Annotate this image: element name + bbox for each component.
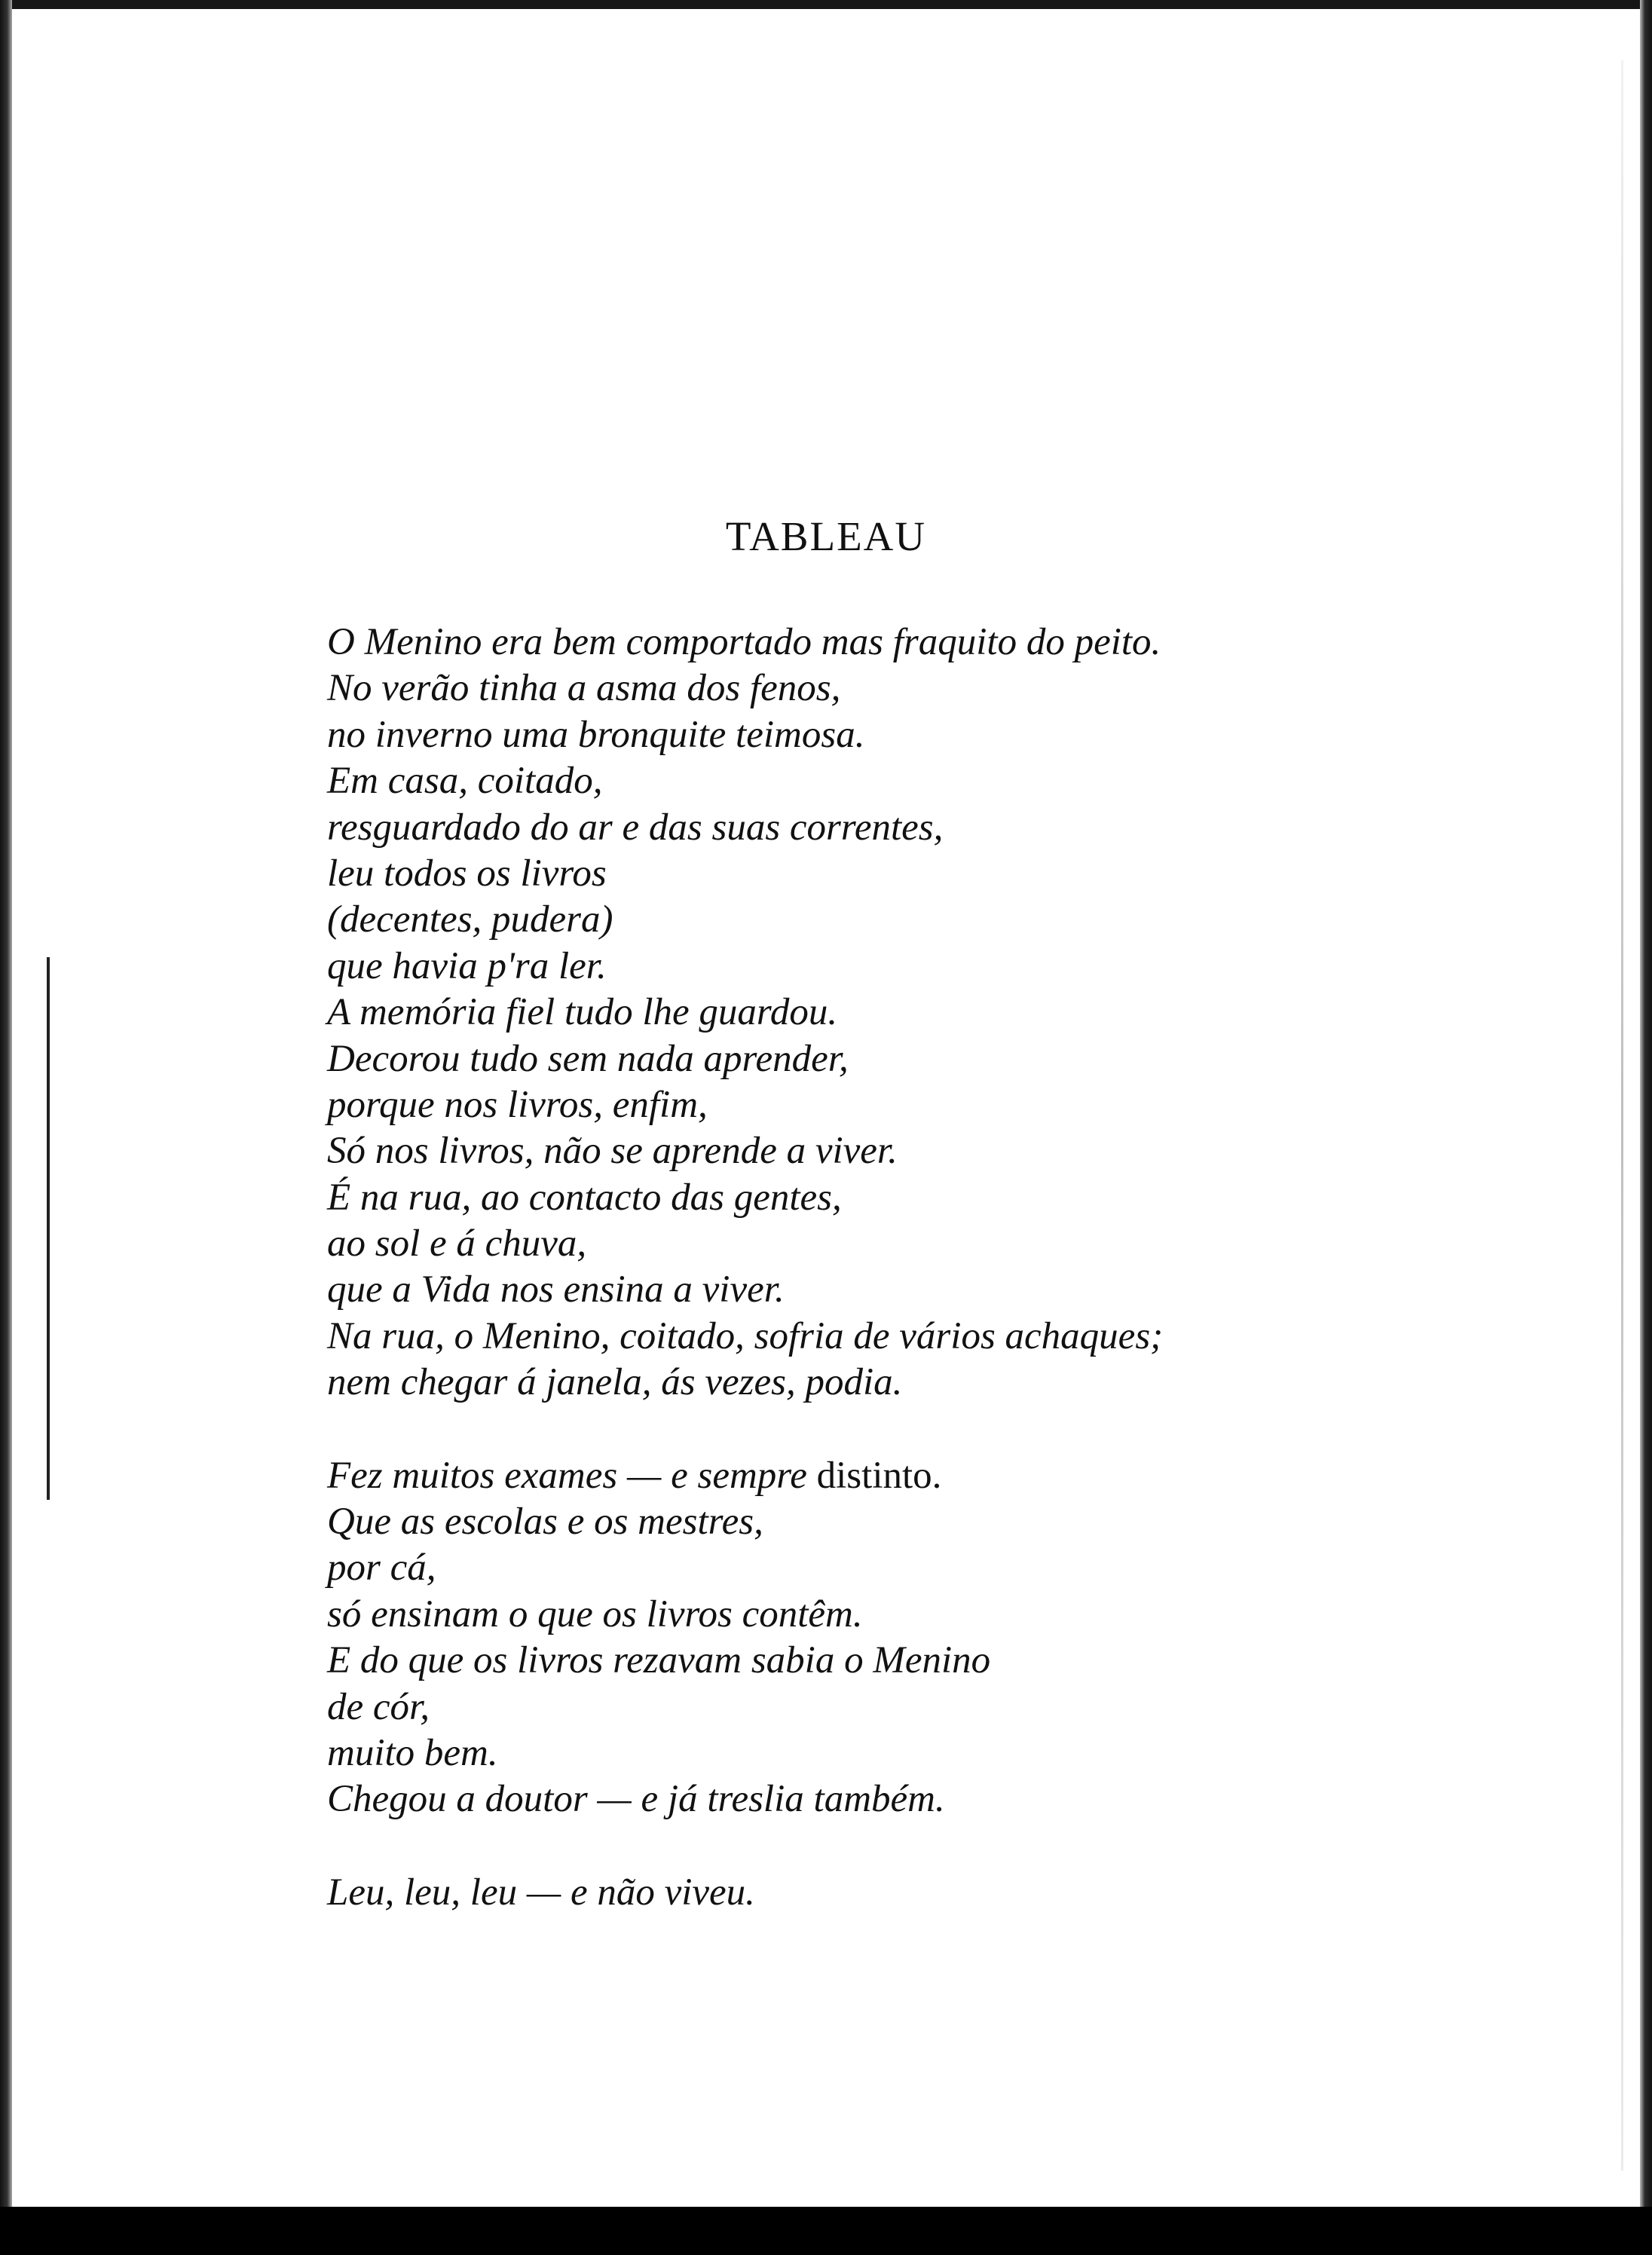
page-title: TABLEAU: [725, 513, 927, 559]
poem-line: É na rua, ao contacto das gentes,: [327, 1176, 842, 1219]
poem-line: que a Vida nos ensina a viver.: [327, 1268, 785, 1311]
poem-line: ao sol e á chuva,: [327, 1222, 587, 1265]
poem-line: Chegou a doutor — e já treslia também.: [327, 1778, 945, 1821]
poem-line: O Menino era bem comportado mas fraquito do peito.: [327, 621, 1161, 663]
stanza-2: [327, 1453, 1638, 1823]
stanza-3: [327, 1870, 1638, 1916]
poem-line: nem chegar á janela, ás vezes, podia.: [327, 1361, 903, 1404]
stanza-1: [327, 620, 1638, 1406]
poem-line: no inverno uma bronquite teimosa.: [327, 713, 865, 756]
poem-line-italic-part: Fez muitos exames — e sempre: [327, 1454, 807, 1497]
scan-edge-bottom: [0, 2207, 1652, 2255]
poem-line: Só nos livros, não se aprende a viver.: [327, 1130, 898, 1173]
poem-line: Decorou tudo sem nada aprender,: [327, 1037, 849, 1080]
poem-line: Em casa, coitado,: [327, 760, 603, 803]
poem-line: de cór,: [327, 1685, 430, 1728]
poem-line: resguardado do ar e das suas correntes,: [327, 806, 944, 849]
poem-line: porque nos livros, enfim,: [327, 1083, 708, 1126]
poem-line: No verão tinha a asma dos fenos,: [327, 667, 841, 710]
poem: [327, 620, 1638, 1916]
poem-line-roman-part: distinto.: [816, 1454, 942, 1497]
scan-edge-top: [0, 0, 1652, 9]
poem-line: por cá,: [327, 1547, 436, 1590]
poem-line: Que as escolas e os mestres,: [327, 1501, 763, 1544]
poem-line: (decentes, pudera): [327, 898, 613, 941]
poem-line: leu todos os livros: [327, 852, 607, 895]
poem-line: A memória fiel tudo lhe guardou.: [327, 991, 838, 1034]
poem-line: E do que os livros rezavam sabia o Menino: [327, 1639, 991, 1682]
scan-mark-left: [47, 957, 50, 1500]
poem-line: Leu, leu, leu — e não viveu.: [327, 1871, 755, 1914]
poem-line: Na rua, o Menino, coitado, sofria de vários achaques;: [327, 1314, 1164, 1357]
poem-line: que havia p'ra ler.: [327, 944, 607, 987]
poem-line: só ensinam o que os livros contêm.: [327, 1593, 863, 1635]
poem-line: [327, 1453, 1638, 1499]
poem-line: muito bem.: [327, 1731, 498, 1774]
scan-edge-left: [0, 0, 12, 2255]
scan-edge-right: [1640, 0, 1652, 2255]
